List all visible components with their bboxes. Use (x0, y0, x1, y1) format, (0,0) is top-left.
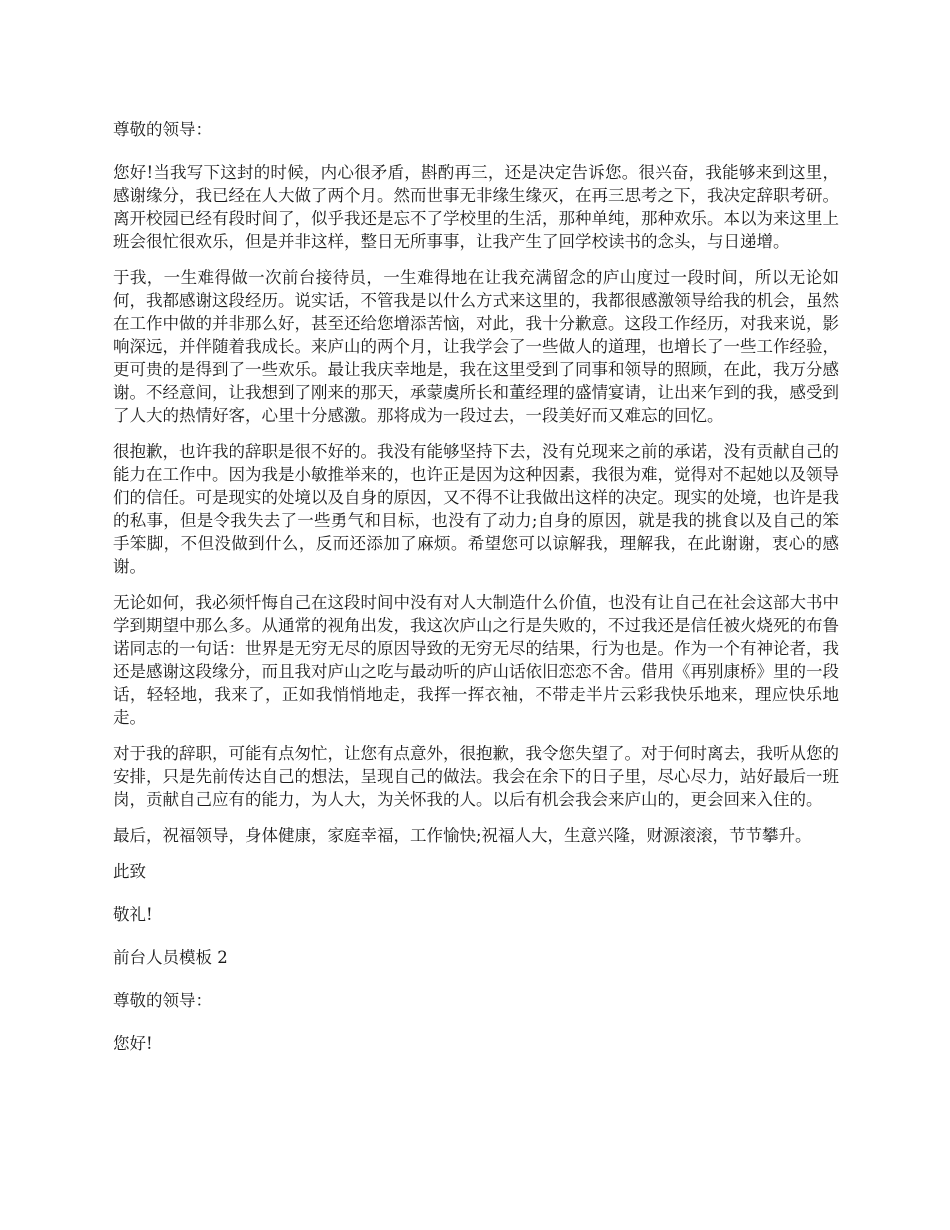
document-page (113, 118, 839, 1075)
paragraph-2: 于我，一生难得做一次前台接待员，一生难得地在让我充满留念的庐山度过一段时间，所以无论如何，我都感谢这段经历。说实话，不管我是以什么方式来这里的，我都很感激领导给我的机会，虽然在工作中做的并非那么好，甚至还给您增添苦恼，对此，我十分歉意。这段工作经历，对我来说，影响深远，并伴随着我成长。来庐山的两个月，让我学会了一些做人的道理，也增长了一些工作经验，更可贵的是得到了一些欢乐。最让我庆幸地是，我在这里受到了同事和领导的照顾，在此，我万分感谢。不经意间，让我想到了刚来的那天，承蒙虞所长和董经理的盛情宴请，让出来乍到的我，感受到了人大的热情好客，心里十分感激。那将成为一段过去，一段美好而又难忘的回忆。 (113, 268, 839, 425)
paragraph-4: 无论如何，我必须忏悔自己在这段时间中没有对人大制造什么价值，也没有让自己在社会这部大书中学到期望中那么多。从通常的视角出发，我这次庐山之行是失败的，不过我还是信任被火烧死的布鲁诺同志的一句话：世界是无穷无尽的原因导致的无穷无尽的结果，行为也是。作为一个有神论者，我还是感谢这段缘分，而且我对庐山之吃与最动听的庐山话依旧恋恋不舍。借用《再别康桥》里的一段话，轻轻地，我来了，正如我悄悄地走，我挥一挥衣袖，不带走半片云彩我快乐地来，理应快乐地走。 (113, 593, 839, 727)
paragraph-5: 对于我的辞职，可能有点匆忙，让您有点意外，很抱歉，我令您失望了。对于何时离去，我听从您的安排，只是先前传达自己的想法，呈现自己的做法。我会在余下的日子里，尽心尽力，站好最后一班岗，贡献自己应有的能力，为人大，为关怀我的人。以后有机会我会来庐山的，更会回来入住的。 (113, 744, 839, 809)
paragraph-3: 很抱歉，也许我的辞职是很不好的。我没有能够坚持下去，没有兑现来之前的承诺，没有贡献自己的能力在工作中。因为我是小敏推举来的，也许正是因为这种因素，我很为难，觉得对不起她以及领导们的信任。可是现实的处境以及自身的原因，又不得不让我做出这样的决定。现实的处境，也许是我的私事，但是令我失去了一些勇气和目标，也没有了动力;自身的原因，就是我的挑食以及自己的笨手笨脚，不但没做到什么，反而还添加了麻烦。希望您可以谅解我，理解我，在此谢谢，衷心的感谢。 (113, 442, 839, 576)
template-heading: 前台人员模板 2 (113, 948, 228, 967)
paragraph-1: 您好!当我写下这封的时候，内心很矛盾，斟酌再三，还是决定告诉您。很兴奋，我能够来到这里，感谢缘分，我已经在人大做了两个月。然而世事无非缘生缘灭，在再三思考之下，我决定辞职考研。离开校园已经有段时间了，似乎我还是忘不了学校里的生活，那种单纯，那种欢乐。本以为来这里上班会很忙很欢乐，但是并非这样，整日无所事事，让我产生了回学校读书的念头，与日递增。 (113, 163, 839, 251)
closing-line-1: 此致 (113, 862, 146, 881)
greeting-2: 您好! (113, 1034, 153, 1053)
salutation-2: 尊敬的领导： (113, 991, 212, 1010)
closing-line-2: 敬礼! (113, 905, 153, 924)
paragraph-6: 最后，祝福领导，身体健康，家庭幸福，工作愉快;祝福人大，生意兴隆，财源滚滚，节节攀升。 (113, 826, 812, 845)
salutation: 尊敬的领导： (113, 120, 212, 139)
